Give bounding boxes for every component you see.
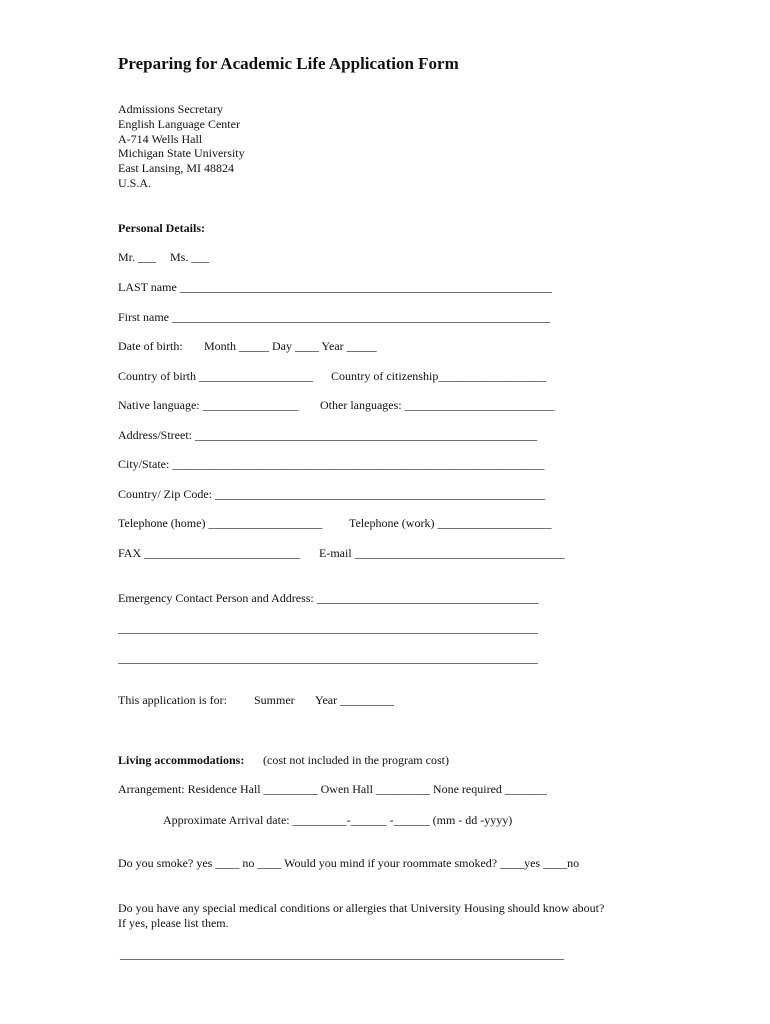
address-line: U.S.A. [118, 175, 152, 190]
ms-field[interactable]: Ms. ___ [170, 250, 210, 264]
living-accommodations-heading: Living accommodations: [118, 753, 245, 767]
medical-question: Do you have any special medical conditions or allergies that University Housing should know about? [118, 901, 605, 915]
last-name-field[interactable]: LAST name ______________________________________________________________ [118, 280, 552, 294]
mr-field[interactable]: Mr. ___ [118, 250, 157, 264]
year-field[interactable]: Year _________ [315, 693, 395, 707]
telephone-home-field[interactable]: Telephone (home) ___________________ [118, 516, 323, 530]
other-languages-field[interactable]: Other languages: _________________________ [320, 398, 555, 412]
country-of-birth-field[interactable]: Country of birth ___________________ [118, 369, 313, 383]
date-of-birth-label: Date of birth: [118, 339, 183, 353]
arrangement-field[interactable]: Arrangement: Residence Hall _________ Owen Hall _________ None required _______ [118, 782, 547, 796]
emergency-contact-line[interactable]: ______________________________________________________________________ [118, 621, 538, 635]
address-line: A-714 Wells Hall [118, 131, 203, 146]
summer-option[interactable]: Summer [254, 693, 295, 707]
medical-answer-line[interactable]: __________________________________________________________________________ [120, 947, 564, 961]
address-line: East Lansing, MI 48824 [118, 161, 234, 176]
date-of-birth-field[interactable]: Month _____ Day ____ Year _____ [204, 339, 377, 353]
address-line: Admissions Secretary [118, 102, 223, 116]
form-title: Preparing for Academic Life Application Form [118, 54, 459, 73]
medical-question-followup: If yes, please list them. [118, 916, 229, 930]
emergency-contact-field[interactable]: Emergency Contact Person and Address: _____________________________________ [118, 591, 539, 605]
mailing-address [118, 102, 245, 191]
fax-field[interactable]: FAX __________________________ [118, 546, 301, 560]
address-street-field[interactable]: Address/Street: _________________________________________________________ [118, 428, 537, 442]
personal-details-heading: Personal Details: [118, 221, 205, 235]
email-field[interactable]: E-mail ___________________________________ [319, 546, 565, 560]
native-language-field[interactable]: Native language: ________________ [118, 398, 299, 412]
emergency-contact-line[interactable]: ______________________________________________________________________ [118, 651, 538, 665]
arrival-date-field[interactable]: Approximate Arrival date: _________-______ -______ (mm - dd -yyyy) [163, 813, 513, 827]
city-state-field[interactable]: City/State: ______________________________________________________________ [118, 457, 545, 471]
living-accommodations-note: (cost not included in the program cost) [263, 753, 449, 767]
country-zip-field[interactable]: Country/ Zip Code: _______________________________________________________ [118, 487, 545, 501]
smoking-question[interactable]: Do you smoke? yes ____ no ____ Would you mind if your roommate smoked? ____yes ____no [118, 856, 580, 870]
country-of-citizenship-field[interactable]: Country of citizenship__________________ [331, 369, 547, 383]
address-line: Michigan State University [118, 146, 245, 161]
address-line: English Language Center [118, 116, 240, 131]
application-for-label: This application is for: [118, 693, 227, 707]
first-name-field[interactable]: First name _______________________________________________________________ [118, 310, 550, 324]
telephone-work-field[interactable]: Telephone (work) ___________________ [349, 516, 552, 530]
